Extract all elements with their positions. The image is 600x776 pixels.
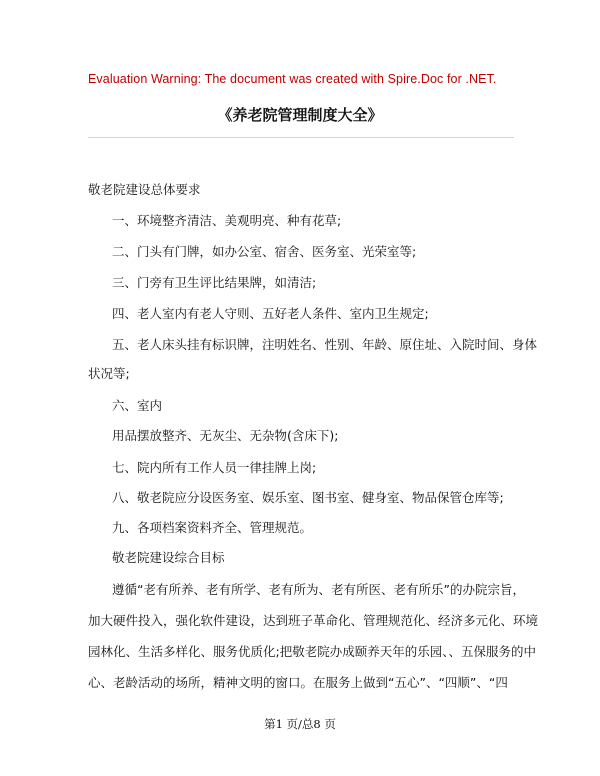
document-title: 《养老院管理制度大全》	[217, 106, 383, 124]
list-item: 七、院内所有工作人员一律挂牌上岗;	[112, 460, 317, 475]
list-item: 二、门头有门牌，如办公室、宿舍、医务室、光荣室等;	[112, 244, 417, 259]
body-line: 心、老龄活动的场所，精神文明的窗口。在服务上做到“五心”、“四顺”、“四	[88, 675, 508, 690]
section-heading-goals: 敬老院建设综合目标	[112, 550, 225, 565]
body-line: 加大硬件投入，强化软件建设，达到班子革命化、管理规范化、经济多元化、环境	[88, 613, 539, 628]
list-item: 三、门旁有卫生评比结果牌，如清洁;	[112, 275, 317, 290]
list-item: 六、室内	[112, 398, 163, 413]
list-item: 五、老人床头挂有标识牌，注明姓名、性别、年龄、原住址、入院时间、身体	[112, 337, 538, 352]
list-item: 四、老人室内有老人守则、五好老人条件、室内卫生规定;	[112, 306, 429, 321]
list-item-continuation: 状况等;	[88, 366, 130, 381]
body-line: 遵循“老有所养、老有所学、老有所为、老有所医、老有所乐”的办院宗旨，	[112, 582, 525, 597]
title-divider	[88, 137, 514, 138]
list-item: 九、各项档案资料齐全、管理规范。	[112, 520, 313, 535]
page-number-footer: 第1 页/总8 页	[264, 717, 336, 731]
list-item: 八、敬老院应分设医务室、娱乐室、图书室、健身室、物品保管仓库等;	[112, 490, 504, 505]
list-item: 一、环境整齐清洁、美观明亮、种有花草;	[112, 213, 342, 228]
evaluation-warning: Evaluation Warning: The document was created with Spire.Doc for .NET.	[88, 72, 497, 86]
list-item: 用品摆放整齐、无灰尘、无杂物(含床下);	[112, 428, 339, 443]
body-line: 园林化、生活多样化、服务优质化;把敬老院办成颐养天年的乐园、、五保服务的中	[88, 644, 536, 659]
section-heading-requirements: 敬老院建设总体要求	[88, 182, 201, 197]
